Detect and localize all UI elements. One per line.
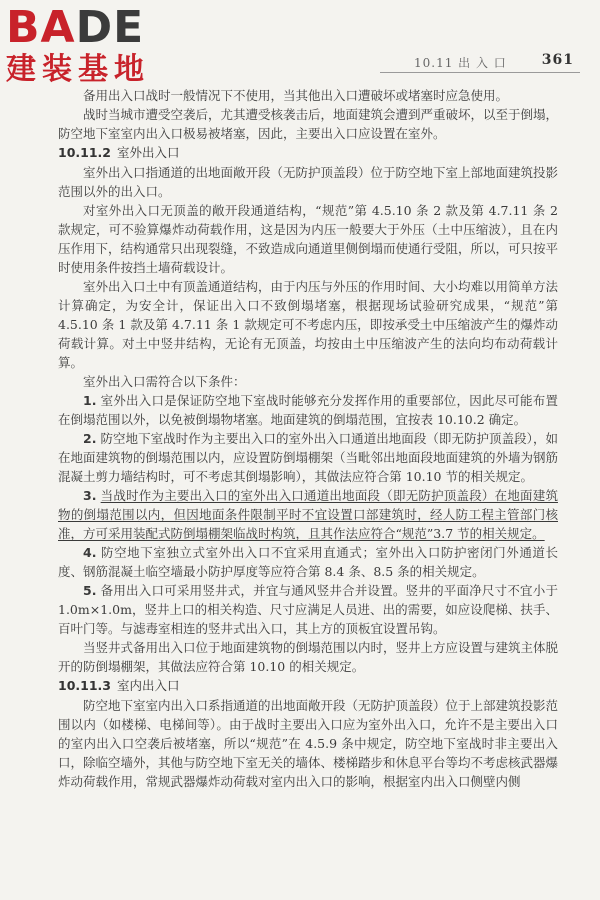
paragraph: 防空地下室室内出入口系指通道的出地面敞开段（无防护顶盖段）位于上部建筑投影范围以内（如楼梯、电梯间等）。由于战时主要出入口应为室外出入口，允许不是主要出入口的室内出入口空袭后被堵塞，所以“规范”在 4.5.9 条中规定，防空地下室战时非主要出入口，除临空墙外，其他与防空地下室无关的墙体、楼梯踏步和休息平台等均不考虑核武器爆炸动荷载作用，常规武器爆炸动荷载对室内出入口的影响，根据室内出入口侧壁内侧 <box>58 698 559 789</box>
section-heading: 10.11.2 室外出入口 <box>58 145 180 160</box>
paragraph: 室外出入口土中有顶盖通道结构，由于内压与外压的作用时间、大小均难以用简单方法计算确定，为安全计，保证出入口不致倒塌堵塞，根据现场试验研究成果，“规范”第 4.5.10 条 1 款及第 4.7.11 条 1 款规定可不考虑内压，即按承受土中压缩波产生的爆炸动荷载计算。对土中竖井结构，无论有无顶盖，均按由土中压缩波产生的法向均布动荷载计算。 <box>58 279 559 370</box>
logo-wordmark: BADE <box>6 2 145 53</box>
running-header <box>380 52 580 73</box>
section-heading: 10.11.3 室内出入口 <box>58 678 180 693</box>
paragraph: 当竖井式备用出入口位于地面建筑物的倒塌范围以内时，竖井上方应设置与建筑主体脱开的防倒塌棚架，其做法应符合第 10.10 的相关规定。 <box>58 640 559 674</box>
page-body <box>58 86 558 791</box>
paragraph: 战时当城市遭受空袭后，尤其遭受核袭击后，地面建筑会遭到严重破坏，以至于倒塌，防空地下室室内出入口极易被堵塞，因此，主要出入口应设置在室外。 <box>58 107 559 141</box>
paragraph: 室外出入口需符合以下条件： <box>83 374 246 389</box>
condition-item: 4. 防空地下室独立式室外出入口不宜采用直通式；室外出入口防护密闭门外通道长度、钢筋混凝土临空墙最小防护厚度等应符合第 8.4 条、8.5 条的相关规定。 <box>58 545 558 579</box>
condition-item: 3. 当战时作为主要出入口的室外出入口通道出地面段（即无防护顶盖段）在地面建筑物的倒塌范围以内，但因地面条件限制平时不宜设置口部建筑时，经人防工程主管部门核准，方可采用装配式防倒塌棚架临战时构筑，且其作法应符合“规范”3.7 节的相关规定。 <box>58 488 558 541</box>
condition-item: 5. 备用出入口可采用竖井式，并宜与通风竖井合并设置。竖井的平面净尺寸不宜小于 1.0m×1.0m，竖井上口的相关构造、尺寸应满足人员进、出的需要，如应设爬梯、扶手、百叶门等。与滤毒室相连的竖井式出入口，其上方的顶板宜设置吊钩。 <box>58 583 558 636</box>
page-number: 361 <box>541 52 574 68</box>
header-section: 10.11 出 入 口 <box>414 56 507 70</box>
condition-item: 1. 室外出入口是保证防空地下室战时能够充分发挥作用的重要部位，因此尽可能布置在倒塌范围以外，以免被倒塌物堵塞。地面建筑的倒塌范围，宜按表 10.10.2 确定。 <box>58 393 558 427</box>
logo-chinese-text: 建装基地 <box>6 52 150 87</box>
condition-item: 2. 防空地下室战时作为主要出入口的室外出入口通道出地面段（即无防护顶盖段），如在地面建筑物的倒塌范围以内，应设置防倒塌棚架（当毗邻出地面段地面建筑的外墙为钢筋混凝土剪力墙结构时，可不考虑其倒塌影响），其做法应符合第 10.10 节的相关规定。 <box>58 431 559 484</box>
brand-logo <box>6 2 176 96</box>
paragraph: 室外出入口指通道的出地面敞开段（无防护顶盖段）位于防空地下室上部地面建筑投影范围以外的出入口。 <box>58 165 559 199</box>
paragraph: 对室外出入口无顶盖的敞开段通道结构，“规范”第 4.5.10 条 2 款及第 4.7.11 条 2 款规定，可不验算爆炸动荷载作用，这是因为内压一般要大于外压（土中压缩波），且在内压作用下，结构通常只出现裂缝，不致造成向通道里侧倒塌而使通行受阻，所以，可只按平时使用条件按挡土墙荷载设计。 <box>58 203 559 275</box>
paragraph: 备用出入口战时一般情况下不使用，当其他出入口遭破坏或堵塞时应急使用。 <box>83 88 509 103</box>
